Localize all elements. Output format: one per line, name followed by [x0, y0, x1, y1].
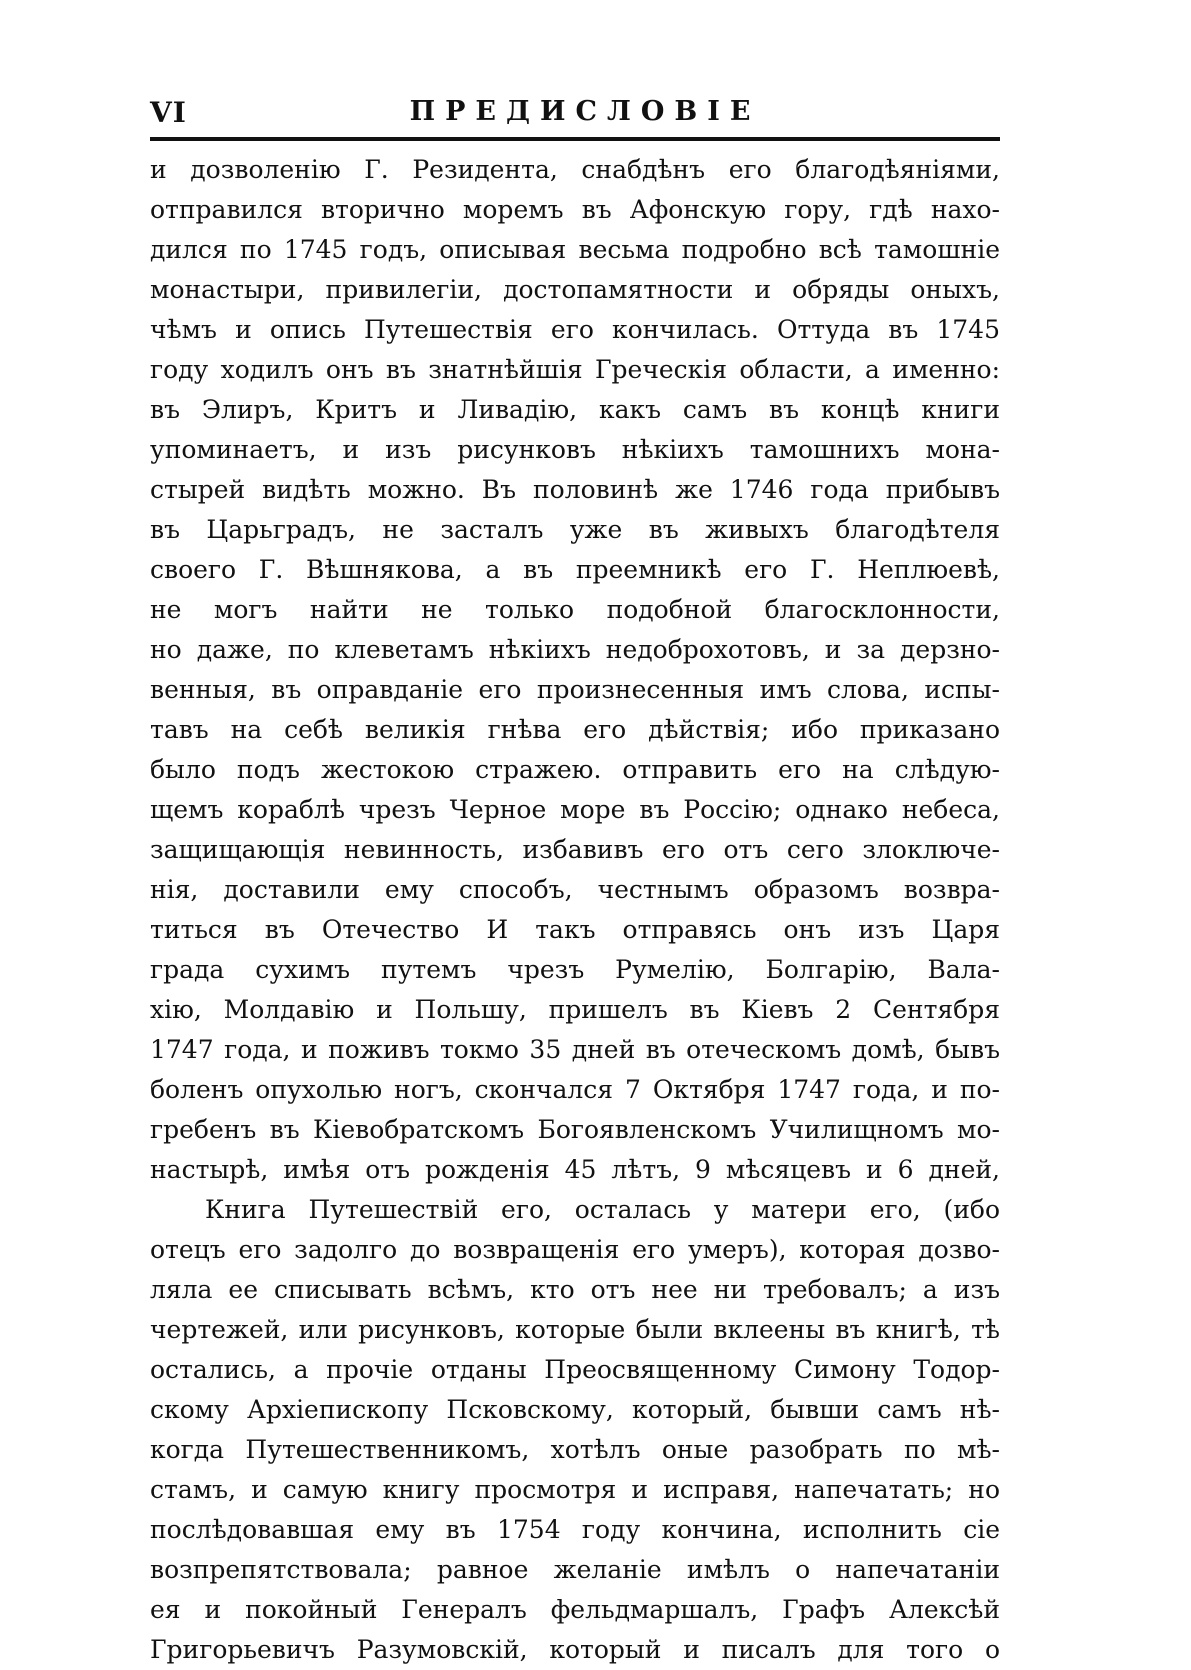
text-line: тавъ на себѣ великія гнѣва его дѣйствія; ибо приказано	[150, 715, 1000, 744]
text-line: стамъ, и самую книгу просмотря и исправя, напечатать; но	[150, 1475, 1000, 1504]
text-line: монастыри, привилегіи, достопамятности и обряды оныхъ,	[150, 275, 1000, 304]
text-line: своего Г. Вѣшнякова, а въ преемникѣ его Г. Неплюевѣ,	[150, 555, 1000, 584]
text-line: настырѣ, имѣя отъ рожденія 45 лѣтъ, 9 мѣсяцевъ и 6 дней,	[150, 1155, 1000, 1184]
text-line: и дозволенію Г. Резидента, снабдѣнъ его благодѣяніями,	[150, 155, 1000, 184]
header-rule	[150, 137, 1000, 141]
text-line: стырей видѣть можно. Въ половинѣ же 1746 года прибывъ	[150, 475, 1000, 504]
body-text	[150, 150, 1000, 1670]
text-line: было подъ жестокою стражею. отправить его на слѣдую-	[150, 755, 1000, 784]
text-line: венныя, въ оправданіе его произнесенныя имъ слова, испы-	[150, 675, 1000, 704]
text-line: нія, доставили ему способъ, честнымъ образомъ возвра-	[150, 875, 1000, 904]
text-line: не могъ найти не только подобной благосклонности,	[150, 595, 1000, 624]
text-line: отправился вторично моремъ въ Афонскую гору, гдѣ нахо-	[150, 195, 1000, 224]
text-line: остались, а прочіе отданы Преосвященному Симону Тодор-	[150, 1355, 1000, 1384]
text-line: Григорьевичъ Разумовскій, который и писалъ для того о	[150, 1635, 1000, 1664]
text-line: скому Архіепископу Псковскому, который, бывши самъ нѣ-	[150, 1395, 1000, 1424]
text-line: когда Путешественникомъ, хотѣлъ оные разобрать по мѣ-	[150, 1435, 1000, 1464]
text-line: но даже, по клеветамъ нѣкіихъ недоброхотовъ, и за дерзно-	[150, 635, 1000, 664]
text-line: щемъ кораблѣ чрезъ Черное море въ Россію; однако небеса,	[150, 795, 1000, 824]
paragraph-1	[150, 150, 1000, 1190]
text-line: упоминаетъ, и изъ рисунковъ нѣкіихъ тамошнихъ мона-	[150, 435, 1000, 464]
text-line: чертежей, или рисунковъ, которые были вклеены въ книгѣ, тѣ	[150, 1315, 1000, 1344]
paragraph-2	[150, 1190, 1000, 1670]
text-line: въ Элиръ, Критъ и Ливадію, какъ самъ въ концѣ книги	[150, 395, 1000, 424]
text-line: послѣдовавшая ему въ 1754 году кончина, исполнить сіе	[150, 1515, 1000, 1544]
text-line: въ Царьградъ, не засталъ уже въ живыхъ благодѣтеля	[150, 515, 1000, 544]
text-line: хію, Молдавію и Польшу, пришелъ въ Кіевъ 2 Сентября	[150, 995, 1000, 1024]
text-line: боленъ опухолью ногъ, скончался 7 Октября 1747 года, и по-	[150, 1075, 1000, 1104]
page-number: VI	[150, 96, 187, 129]
text-line: защищающія невинность, избавивъ его отъ сего злоключе-	[150, 835, 1000, 864]
text-line: чѣмъ и опись Путешествія его кончилась. Оттуда въ 1745	[150, 315, 1000, 344]
page-header	[150, 96, 1000, 136]
text-line: возпрепятствовала; равное желаніе имѣлъ о напечатаніи	[150, 1555, 1000, 1584]
text-line: Книга Путешествій его, осталась у матери его, (ибо	[205, 1195, 1000, 1224]
text-line: титься въ Отечество И такъ отправясь онъ изъ Царя	[150, 915, 1000, 944]
text-line: отецъ его задолго до возвращенія его умеръ), которая дозво-	[150, 1235, 1000, 1264]
text-line: ляла ее списывать всѣмъ, кто отъ нее ни требовалъ; а изъ	[150, 1275, 1000, 1304]
text-line: дился по 1745 годъ, описывая весьма подробно всѣ тамошніе	[150, 235, 1000, 264]
text-line: града сухимъ путемъ чрезъ Румелію, Болгарію, Вала-	[150, 955, 1000, 984]
text-line: году ходилъ онъ въ знатнѣйшія Греческія области, а именно:	[150, 355, 1000, 384]
text-line: ея и покойный Генералъ фельдмаршалъ, Графъ Алексѣй	[150, 1595, 1000, 1624]
running-title: ПРЕДИСЛОВІЕ	[409, 96, 761, 127]
text-line: гребенъ въ Кіевобратскомъ Богоявленскомъ Училищномъ мо-	[150, 1115, 1000, 1144]
text-line: 1747 года, и поживъ токмо 35 дней въ отеческомъ домѣ, бывъ	[150, 1035, 1000, 1064]
